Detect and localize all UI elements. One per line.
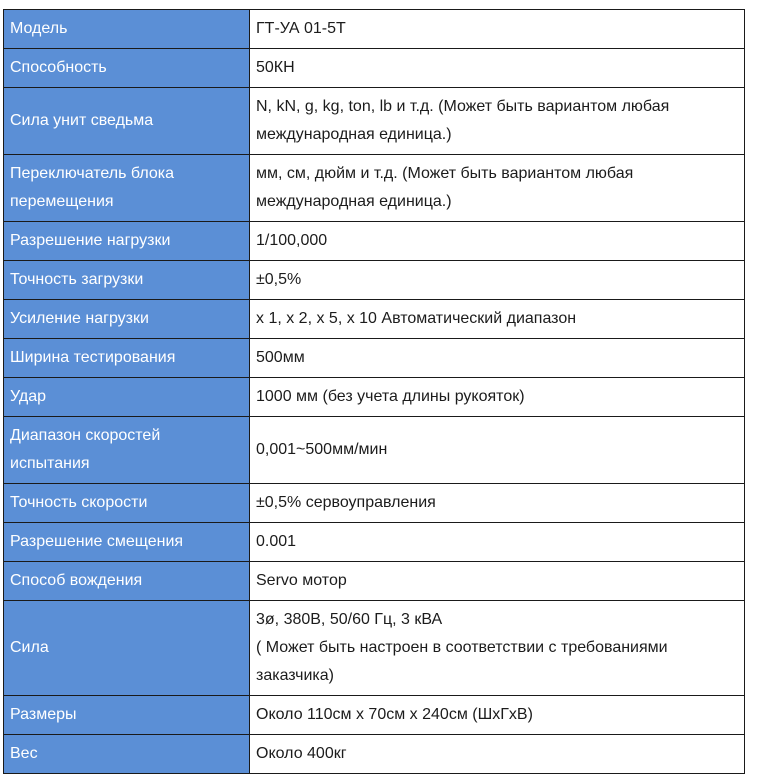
spec-label: Точность загрузки	[10, 271, 144, 288]
spec-label-cell	[4, 300, 250, 339]
spec-label: Усиление нагрузки	[10, 310, 149, 327]
spec-label: Модель	[10, 20, 68, 37]
spec-row	[4, 261, 745, 300]
spec-row	[4, 696, 745, 735]
spec-row	[4, 88, 745, 155]
spec-value: 3ø, 380В, 50/60 Гц, 3 кВА	[256, 611, 443, 628]
spec-value: международная единица.)	[256, 193, 452, 210]
spec-value: Около 400кг	[256, 745, 347, 762]
spec-label: Удар	[10, 388, 47, 405]
spec-value-cell	[250, 88, 745, 155]
spec-value: 1/100,000	[256, 232, 328, 249]
spec-label: испытания	[10, 455, 90, 472]
spec-value: заказчика)	[256, 667, 334, 684]
spec-label: Разрешение смещения	[10, 533, 184, 550]
spec-label-cell	[4, 155, 250, 222]
spec-value: Servo мотор	[256, 572, 347, 589]
spec-value-cell	[250, 155, 745, 222]
spec-value-cell	[250, 339, 745, 378]
spec-label-cell	[4, 378, 250, 417]
spec-label: Способ вождения	[10, 572, 143, 589]
spec-value: 0,001~500мм/мин	[256, 441, 388, 458]
spec-value: 1000 мм (без учета длины рукояток)	[256, 388, 525, 405]
spec-label-cell	[4, 696, 250, 735]
spec-value: ±0,5% сервоуправления	[256, 494, 436, 511]
spec-value: x 1, x 2, x 5, x 10 Автоматический диапазон	[256, 310, 577, 327]
spec-label-cell	[4, 222, 250, 261]
spec-value-cell	[250, 417, 745, 484]
spec-label: перемещения	[10, 193, 114, 210]
spec-label: Сила унит сведьма	[10, 112, 154, 129]
spec-row	[4, 484, 745, 523]
spec-value: N, kN, g, kg, ton, lb и т.д. (Может быть вариантом любая	[256, 98, 670, 115]
spec-label: Размеры	[10, 706, 77, 723]
spec-table-body	[4, 10, 745, 774]
spec-value: 0.001	[256, 533, 297, 550]
spec-row	[4, 562, 745, 601]
spec-value-cell	[250, 378, 745, 417]
spec-row	[4, 339, 745, 378]
spec-label: Ширина тестирования	[10, 349, 176, 366]
spec-label-cell	[4, 562, 250, 601]
spec-row	[4, 10, 745, 49]
spec-row	[4, 155, 745, 222]
spec-label-cell	[4, 484, 250, 523]
spec-label-cell	[4, 523, 250, 562]
spec-row	[4, 300, 745, 339]
spec-value: ( Может быть настроен в соответствии с требованиями	[256, 639, 668, 656]
spec-value: международная единица.)	[256, 126, 452, 143]
spec-value-cell	[250, 523, 745, 562]
spec-table	[3, 9, 745, 774]
spec-value-cell	[250, 300, 745, 339]
spec-label-cell	[4, 735, 250, 774]
spec-label: Переключатель блока	[10, 165, 174, 182]
spec-row	[4, 601, 745, 696]
spec-value-cell	[250, 484, 745, 523]
spec-value-cell	[250, 735, 745, 774]
spec-row	[4, 378, 745, 417]
spec-value-cell	[250, 49, 745, 88]
spec-value: ±0,5%	[256, 271, 302, 288]
spec-value: ГТ-УА 01-5Т	[256, 20, 346, 37]
spec-value-cell	[250, 601, 745, 696]
spec-value: мм, см, дюйм и т.д. (Может быть вариантом любая	[256, 165, 634, 182]
spec-label-cell	[4, 601, 250, 696]
spec-value-cell	[250, 261, 745, 300]
spec-label-cell	[4, 49, 250, 88]
spec-row	[4, 49, 745, 88]
spec-label: Способность	[10, 59, 107, 76]
spec-value: Около 110см x 70см x 240см (ШхГхВ)	[256, 706, 533, 723]
spec-label-cell	[4, 339, 250, 378]
spec-label: Вес	[10, 745, 38, 762]
spec-label: Точность скорости	[10, 494, 148, 511]
spec-label: Сила	[10, 639, 49, 656]
spec-label-cell	[4, 261, 250, 300]
spec-label: Диапазон скоростей	[10, 427, 161, 444]
spec-value-cell	[250, 562, 745, 601]
spec-label-cell	[4, 417, 250, 484]
spec-value-cell	[250, 10, 745, 49]
spec-label: Разрешение нагрузки	[10, 232, 171, 249]
spec-row	[4, 417, 745, 484]
spec-row	[4, 735, 745, 774]
spec-row	[4, 523, 745, 562]
spec-label-cell	[4, 10, 250, 49]
spec-value: 50КН	[256, 59, 295, 76]
spec-value-cell	[250, 222, 745, 261]
spec-row	[4, 222, 745, 261]
spec-value: 500мм	[256, 349, 305, 366]
spec-label-cell	[4, 88, 250, 155]
spec-value-cell	[250, 696, 745, 735]
